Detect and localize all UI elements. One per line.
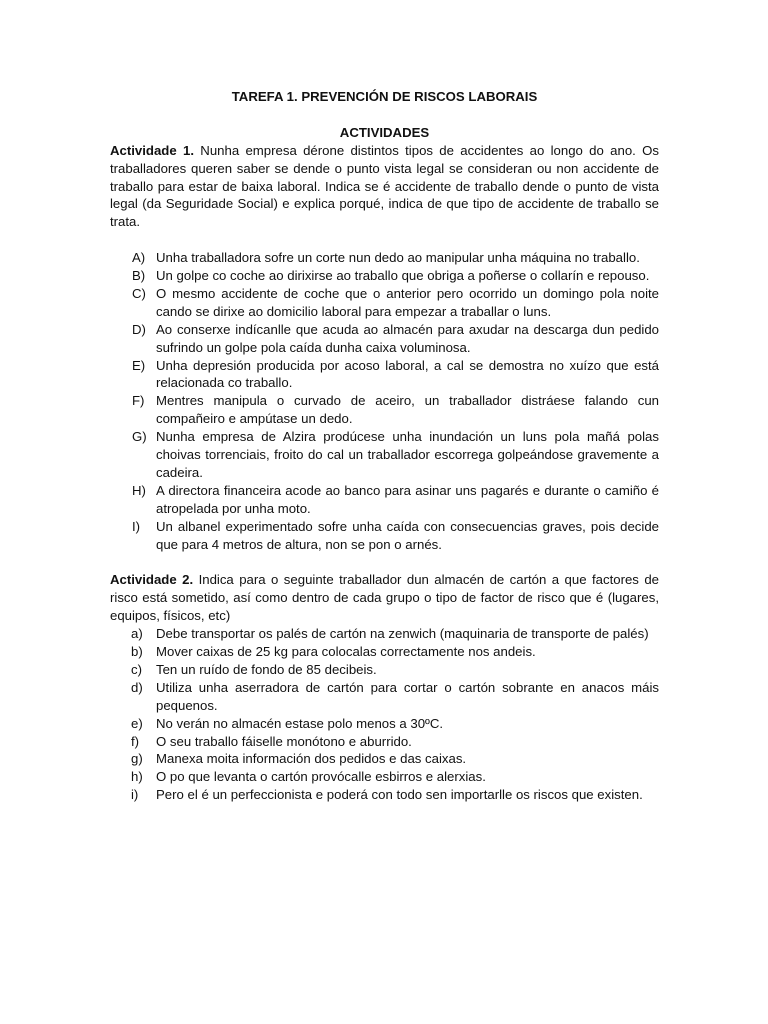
- activity-2-label: Actividade 2.: [110, 572, 194, 588]
- list-item: [110, 392, 659, 428]
- list-item-text: O mesmo accidente de coche que o anterior pero ocorrido un domingo pola noite cando se dirixe ao domicilio laboral para empezar a traballar o luns.: [156, 285, 659, 319]
- activity-1-label: Actividade 1.: [110, 142, 194, 158]
- list-item: [110, 733, 659, 751]
- list-item-text: A directora financeira acode ao banco para asinar uns pagarés e durante o camiño é atropelada por unha moto.: [156, 482, 659, 516]
- list-marker: B): [132, 268, 146, 284]
- list-item: [110, 625, 659, 643]
- list-item: [110, 679, 659, 715]
- activity-1-list: [110, 249, 659, 553]
- list-item-text: Pero el é un perfeccionista e poderá con todo sen importarlle os riscos que existen.: [156, 787, 643, 803]
- list-marker: H): [132, 482, 146, 498]
- list-item-text: Un golpe co coche ao dirixirse ao traballo que obriga a poñerse o collarín e repouso.: [156, 268, 650, 284]
- list-item-text: Ao conserxe indícanlle que acuda ao almacén para axudar na descarga dun pedido sufrindo un golpe pola caída dunha caixa voluminosa.: [156, 321, 659, 355]
- list-item-text: Ten un ruído de fondo de 85 decibeis.: [156, 661, 377, 677]
- activity-2-text: Indica para o seguinte traballador dun almacén de cartón a que factores de risco está sometido, así como dentro de cada grupo o tipo de factor de risco que é (lugares, equipos, físicos, etc): [110, 572, 660, 624]
- list-item: [110, 482, 659, 518]
- list-marker: e): [131, 715, 143, 731]
- list-marker: G): [132, 429, 147, 445]
- list-item: [110, 518, 659, 554]
- list-marker: D): [132, 321, 146, 337]
- document-content: [110, 88, 659, 804]
- list-item-text: No verán no almacén estase polo menos a 30ºC.: [156, 715, 444, 731]
- list-item: [110, 267, 659, 285]
- list-item-text: Mover caixas de 25 kg para colocalas correctamente nos andeis.: [156, 644, 536, 660]
- list-item: [110, 428, 659, 482]
- list-item-text: Manexa moita información dos pedidos e das caixas.: [156, 751, 467, 767]
- list-item: [110, 357, 659, 393]
- list-item-text: Un albanel experimentado sofre unha caída con consecuencias graves, pois decide que para 4 metros de altura, non se pon o arnés.: [156, 518, 659, 552]
- list-item: [110, 715, 659, 733]
- list-item-text: Nunha empresa de Alzira prodúcese unha inundación un luns pola mañá polas choivas torrenciais, froito do cal un traballador escorrega golpeándose gravemente a cadeira.: [156, 429, 659, 480]
- list-item: [110, 249, 659, 267]
- list-marker: g): [131, 751, 143, 767]
- list-marker: E): [132, 357, 146, 373]
- list-item: [110, 768, 659, 786]
- list-item-text: Mentres manipula o curvado de aceiro, un traballador distráese falando cun compañeiro e ampútase un dedo.: [156, 393, 659, 427]
- list-marker: F): [132, 393, 145, 409]
- list-item-text: Utiliza unha aserradora de cartón para cortar o cartón sobrante en anacos máis pequenos.: [156, 679, 659, 713]
- list-item-text: Unha traballadora sofre un corte nun dedo ao manipular unha máquina no traballo.: [156, 250, 640, 266]
- section-heading: ACTIVIDADES: [339, 124, 430, 140]
- list-marker: A): [132, 250, 146, 266]
- list-marker: a): [131, 626, 143, 642]
- activity-1-text: Nunha empresa dérone distintos tipos de accidentes ao longo do ano. Os traballadores queren saber se dende o punto vista legal se consideran ou non accidente de traballo para estar de baixa laboral. Indica se é accidente de traballo dende o punto de vista legal (da Seguridade Social) e explica porqué, indica de que tipo de accidente de traballo se trata.: [110, 142, 659, 230]
- activity-2-list: [110, 625, 659, 804]
- list-marker: c): [131, 661, 142, 677]
- list-item: [110, 643, 659, 661]
- activity-1-paragraph: [110, 142, 659, 232]
- list-marker: i): [131, 787, 139, 803]
- list-item: [110, 321, 659, 357]
- list-item-text: O seu traballo fáiselle monótono e aburrido.: [156, 733, 412, 749]
- document-title: TAREFA 1. PREVENCIÓN DE RISCOS LABORAIS: [231, 89, 538, 104]
- list-item-text: Debe transportar os palés de cartón na zenwich (maquinaria de transporte de palés): [156, 626, 649, 642]
- list-item: [110, 750, 659, 768]
- list-item-text: Unha depresión producida por acoso laboral, a cal se demostra no xuízo que está relacionada co traballo.: [156, 357, 659, 391]
- list-marker: I): [132, 518, 141, 534]
- list-marker: f): [131, 733, 140, 749]
- list-item: [110, 786, 659, 804]
- list-item-text: O po que levanta o cartón provócalle esbirros e alerxias.: [156, 769, 486, 785]
- list-marker: d): [131, 679, 143, 695]
- list-item: [110, 285, 659, 321]
- list-marker: C): [132, 285, 146, 301]
- list-marker: b): [131, 644, 143, 660]
- list-marker: h): [131, 769, 143, 785]
- activity-2-paragraph: [110, 571, 659, 625]
- list-item: [110, 661, 659, 679]
